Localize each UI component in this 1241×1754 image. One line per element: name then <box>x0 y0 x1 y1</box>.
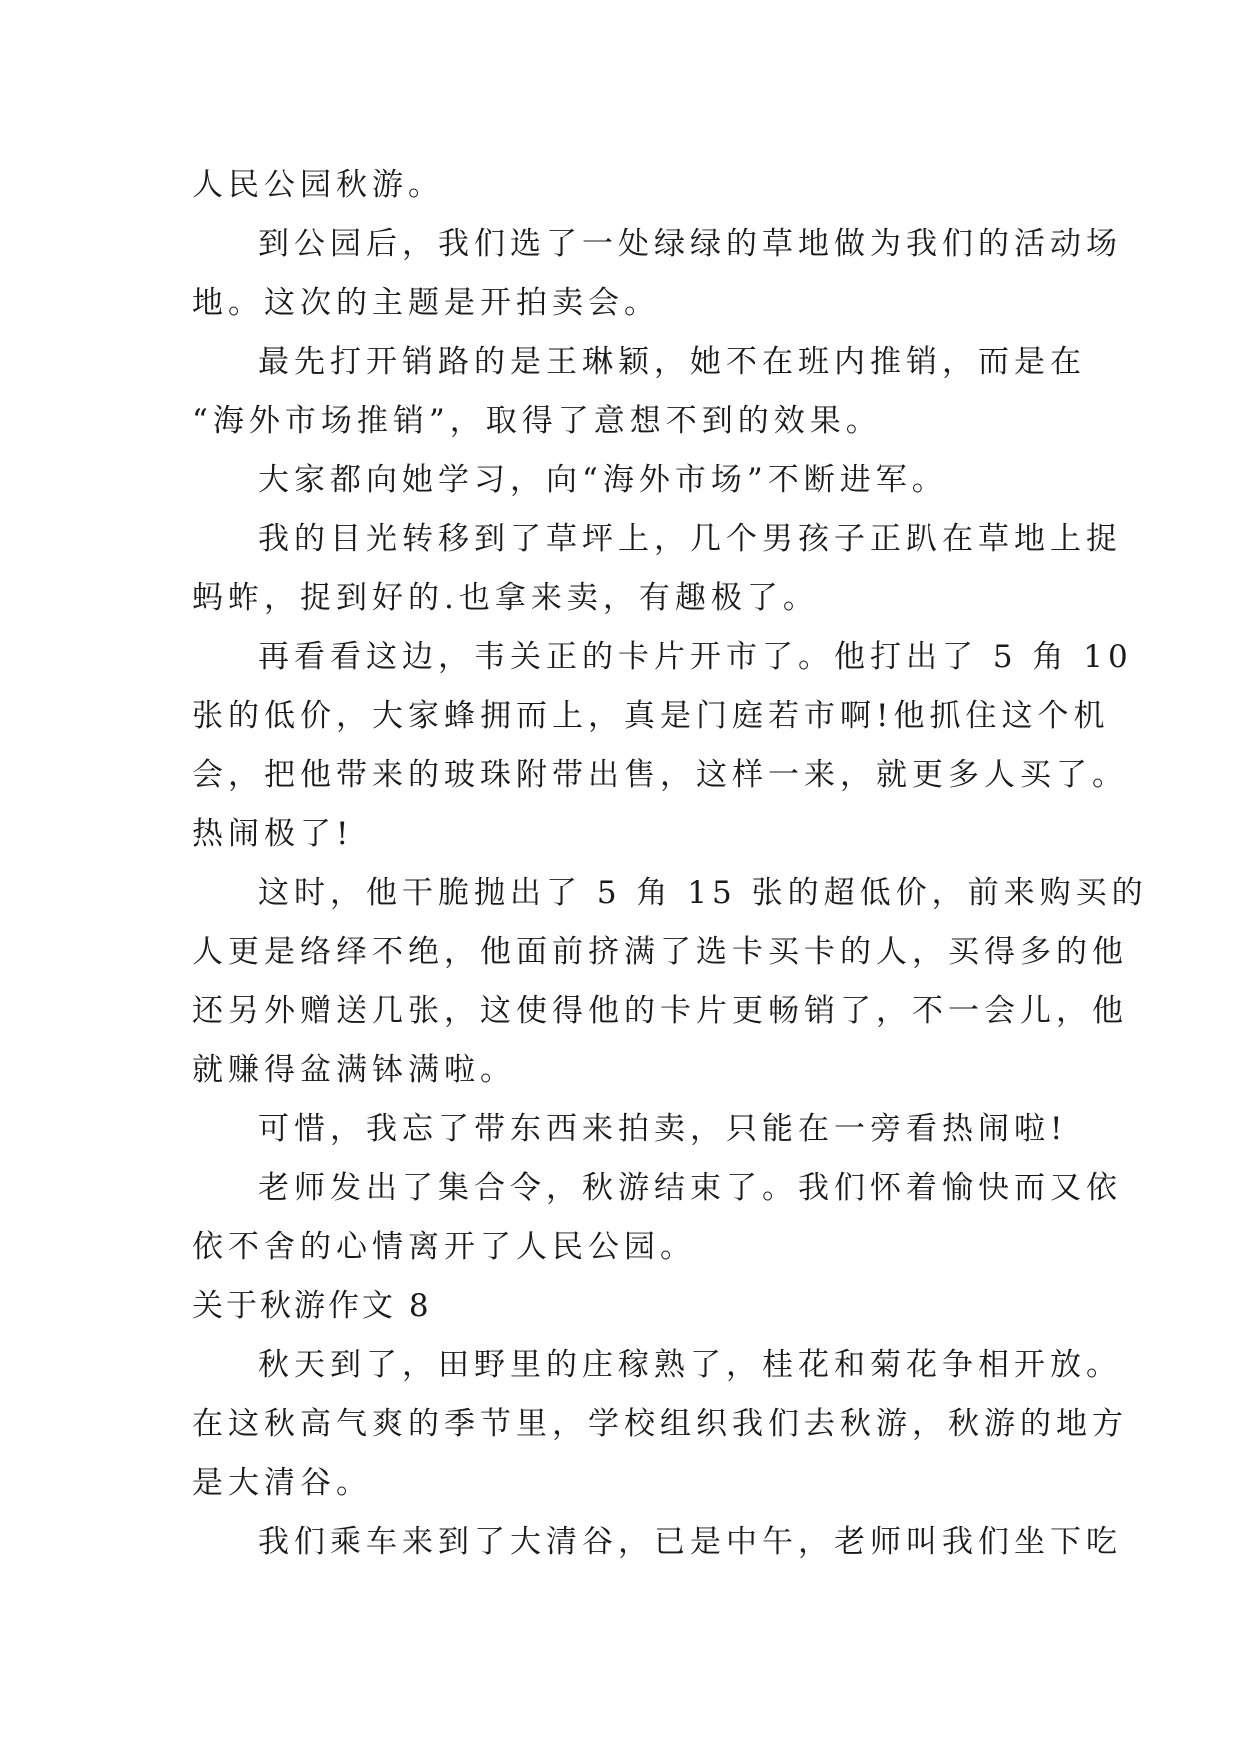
paragraph-line: 还另外赠送几张，这使得他的卡片更畅销了，不一会儿，他 <box>192 993 1128 1029</box>
paragraph-line: 张的低价，大家蜂拥而上，真是门庭若市啊!他抓住这个机 <box>192 698 1110 734</box>
paragraph-line: “海外市场推销”，取得了意想不到的效果。 <box>192 403 882 439</box>
paragraph-line: 地。这次的主题是开拍卖会。 <box>192 285 660 321</box>
paragraph-line: 会，把他带来的玻珠附带出售，这样一来，就更多人买了。 <box>192 757 1128 793</box>
paragraph-line: 是大清谷。 <box>192 1465 372 1501</box>
paragraph-line: 老师发出了集合令，秋游结束了。我们怀着愉快而又依 <box>258 1170 1122 1206</box>
paragraph-line: 大家都向她学习，向“海外市场”不断进军。 <box>258 462 948 498</box>
paragraph-line: 人更是络绎不绝，他面前挤满了选卡买卡的人，买得多的他 <box>192 934 1128 970</box>
section-heading: 关于秋游作文 8 <box>192 1288 432 1324</box>
paragraph-line: 到公园后，我们选了一处绿绿的草地做为我们的活动场 <box>258 226 1122 262</box>
article-body <box>192 156 1148 1572</box>
paragraph-line: 再看看这边，韦关正的卡片开市了。他打出了 5 角 10 <box>258 639 1133 675</box>
paragraph-line: 这时，他干脆抛出了 5 角 15 张的超低价，前来购买的 <box>258 875 1148 911</box>
paragraph-line: 可惜，我忘了带东西来拍卖，只能在一旁看热闹啦! <box>258 1111 1068 1147</box>
paragraph-line: 就赚得盆满钵满啦。 <box>192 1052 516 1088</box>
paragraph-line: 我的目光转移到了草坪上，几个男孩子正趴在草地上捉 <box>258 521 1122 557</box>
paragraph-line: 秋天到了，田野里的庄稼熟了，桂花和菊花争相开放。 <box>258 1347 1122 1383</box>
paragraph-line: 依不舍的心情离开了人民公园。 <box>192 1229 696 1265</box>
paragraph-line: 在这秋高气爽的季节里，学校组织我们去秋游，秋游的地方 <box>192 1406 1128 1442</box>
paragraph-line: 热闹极了! <box>192 816 354 852</box>
paragraph-line: 最先打开销路的是王琳颖，她不在班内推销，而是在 <box>258 344 1086 380</box>
paragraph-line: 蚂蚱，捉到好的.也拿来卖，有趣极了。 <box>192 580 819 616</box>
paragraph-line: 人民公园秋游。 <box>192 167 444 203</box>
paragraph-line: 我们乘车来到了大清谷，已是中午，老师叫我们坐下吃 <box>258 1524 1122 1560</box>
